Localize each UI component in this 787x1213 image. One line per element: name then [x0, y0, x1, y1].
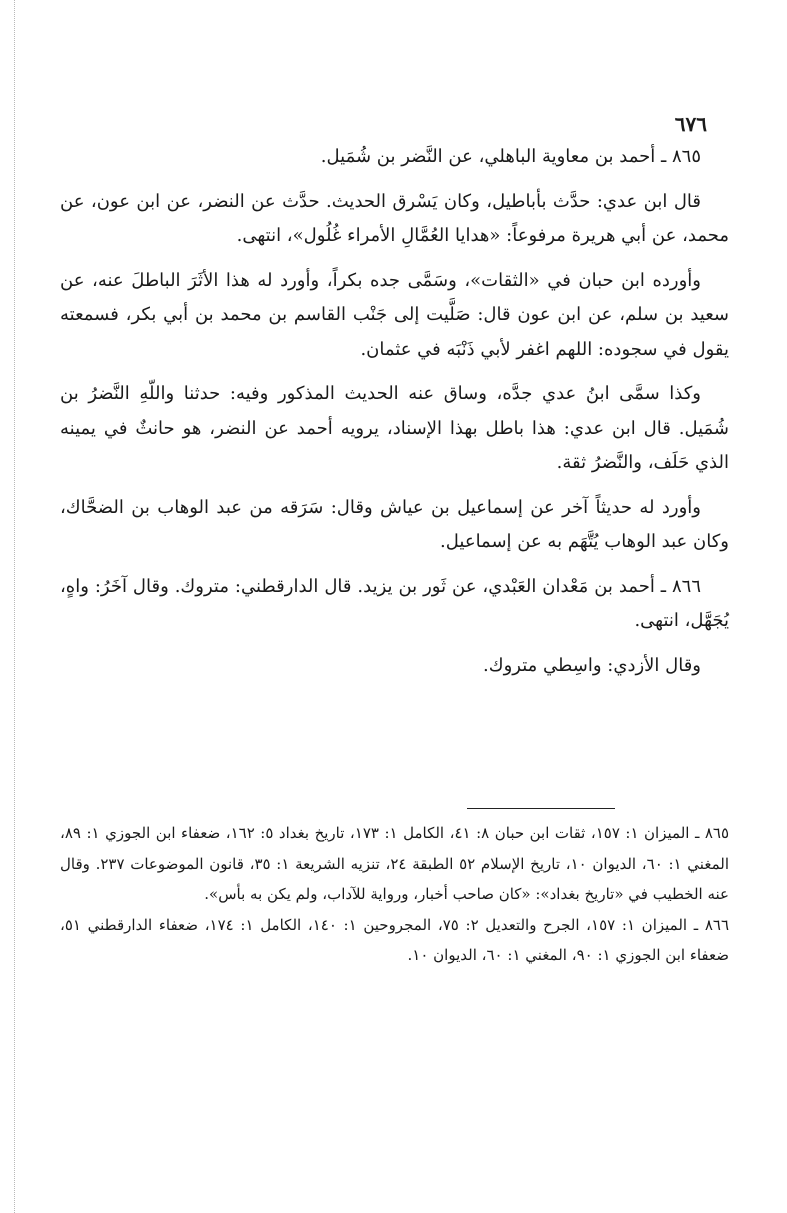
footnote-separator: [467, 808, 615, 809]
page-number: ٦٧٦: [674, 112, 707, 136]
paragraph-ibn-adi-narration: قال ابن عدي: حدَّث بأباطيل، وكان يَسْرق الحديث. حدَّث عن النضر، عن ابن عون، عن محمد، عن أبي هريرة مرفوعاً: «هدايا العُمَّالِ الأمراء غُلُول»، انتهى.: [60, 190, 729, 246]
entry-865-heading: ٨٦٥ ـ أحمد بن معاوية الباهلي، عن النَّضر بن شُمَيل.: [320, 146, 701, 167]
paragraph-other-hadith: وأورد له حديثاً آخر عن إسماعيل بن عياش وقال: سَرَقه من عبد الوهاب بن الضحَّاك، وكان عبد الوهاب يُتَّهَم به عن إسماعيل.: [60, 496, 729, 552]
footnote-865: ٨٦٥ ـ الميزان ١: ١٥٧، ثقات ابن حبان ٨: ٤١، الكامل ١: ١٧٣، تاريخ بغداد ٥: ١٦٢، ضعفاء ابن الجوزي ١: ٨٩، المغني ١: ٦٠، الديوان ١٠، تاريخ الإسلام ٥٢ الطبقة ٢٤، تنزيه الشريعة ١: ٣٥، قانون الموضوعات ٢٣٧. وقال عنه الخطيب في «تاريخ بغداد»: «كان صاحب أخبار، ورواية للآداب، ولم يكن به بأس».: [60, 824, 730, 903]
main-text: [60, 140, 729, 683]
paragraph-ibn-hibban: وأورده ابن حبان في «الثقات»، وسَمَّى جده بكراً، وأورد له هذا الأثَرَ الباطلَ عنه، عن سعيد بن سلم، عن ابن عون قال: صَلَّيت إلى جَنْب القاسم بن محمد بن أبي بكر، فسمعته يقول في سجوده: اللهم اغفر لأبي ذَنْبَه في عثمان.: [60, 269, 729, 360]
entry-866-heading: ٨٦٦ ـ أحمد بن مَعْدان العَبْدي، عن ثَور بن يزيد. قال الدارقطني: متروك. وقال آخَرُ: واهٍ، يُجَهَّل، انتهى.: [60, 575, 729, 631]
paragraph-ibn-adi-grandfather: وكذا سمَّى ابنُ عدي جدَّه، وساق عنه الحديث المذكور وفيه: حدثنا واللّهِ النَّضرُ بن شُمَيل. قال ابن عدي: هذا باطل بهذا الإسناد، يرويه أحمد عن النضر، هو حانثٌ في يمينه الذي حَلَف، والنَّضرُ ثقة.: [60, 383, 729, 473]
paragraph-azdi: وقال الأزدي: واسِطي متروك.: [483, 654, 701, 676]
footnote-866: ٨٦٦ ـ الميزان ١: ١٥٧، الجرح والتعديل ٢: ٧٥، المجروحين ١: ١٤٠، الكامل ١: ١٧٤، ضعفاء الدارقطني ٥١، ضعفاء ابن الجوزي ١: ٩٠، المغني ١: ٦٠، الديوان ١٠.: [60, 915, 729, 964]
footnotes: [60, 818, 729, 971]
scan-margin-edge: [14, 0, 15, 1213]
